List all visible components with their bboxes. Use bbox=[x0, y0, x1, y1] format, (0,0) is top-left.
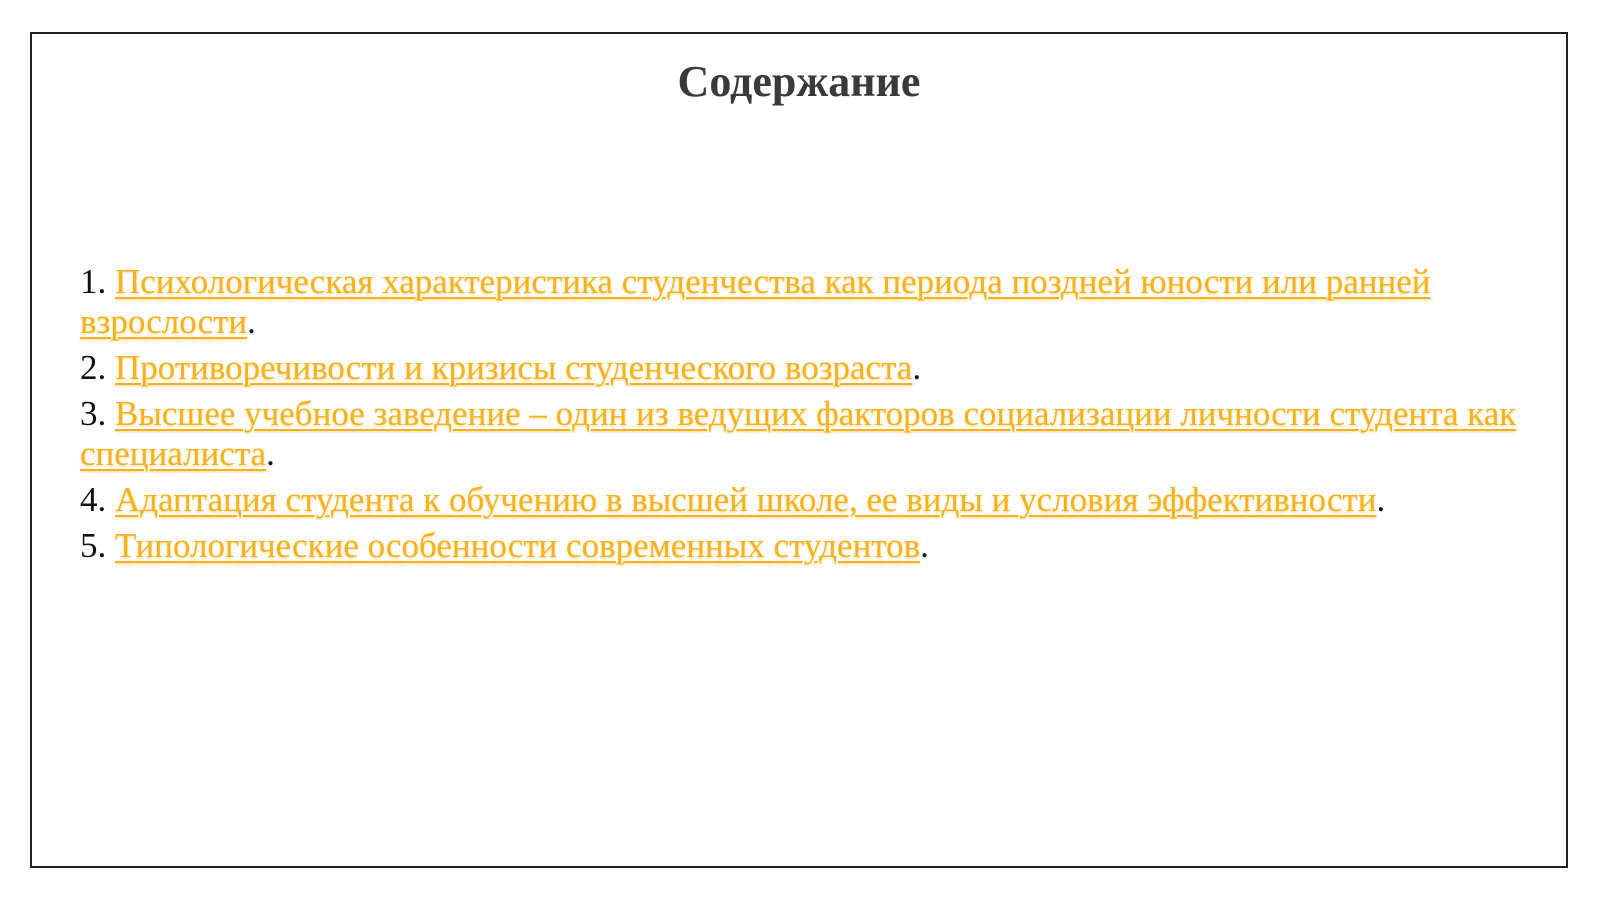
toc-item bbox=[80, 394, 1520, 474]
toc-item bbox=[80, 526, 1520, 566]
table-of-contents bbox=[80, 262, 1520, 572]
toc-item-suffix: . bbox=[266, 434, 275, 473]
toc-item bbox=[80, 480, 1520, 520]
toc-item-number: 3. bbox=[80, 394, 107, 433]
toc-item-suffix: . bbox=[247, 302, 256, 341]
toc-item bbox=[80, 262, 1520, 342]
toc-item-suffix: . bbox=[920, 526, 929, 565]
toc-item-suffix: . bbox=[1376, 480, 1386, 519]
toc-link-contradictions-crises[interactable]: Противоречивости и кризисы студенческого возраста bbox=[115, 348, 913, 387]
toc-item-number: 4. bbox=[80, 480, 107, 519]
toc-link-university-socialization[interactable]: Высшее учебное заведение – один из ведущих факторов социализации личности студента как специалиста bbox=[80, 394, 1517, 473]
page-title: Содержание bbox=[677, 57, 921, 106]
toc-link-typological-features[interactable]: Типологические особенности современных студентов bbox=[115, 526, 921, 565]
toc-item-number: 1. bbox=[80, 262, 107, 301]
slide bbox=[30, 32, 1568, 868]
toc-link-student-psychology[interactable]: Психологическая характеристика студенчества как периода поздней юности или ранней взрослости bbox=[80, 262, 1431, 341]
toc-item-number: 2. bbox=[80, 348, 107, 387]
toc-item bbox=[80, 348, 1520, 388]
toc-link-student-adaptation[interactable]: Адаптация студента к обучению в высшей школе, ее виды и условия эффективности bbox=[115, 480, 1377, 519]
toc-item-number: 5. bbox=[80, 526, 107, 565]
toc-item-suffix: . bbox=[912, 348, 922, 387]
